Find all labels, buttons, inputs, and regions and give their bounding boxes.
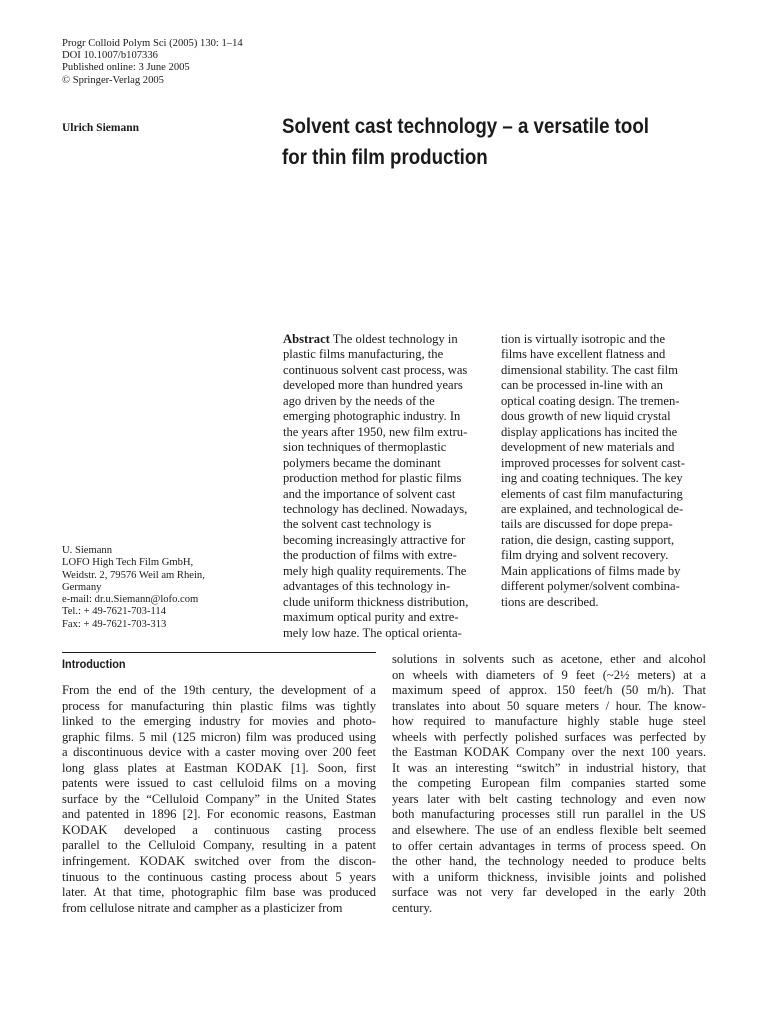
abstract-column-1	[283, 332, 489, 641]
abstract-line: dous growth of new liquid crystal	[501, 409, 671, 424]
body-text-line: the competing European film companies started some	[392, 776, 706, 791]
journal-metadata	[62, 38, 243, 87]
paper-title	[282, 111, 665, 173]
abstract-line: tails are discussed for dope prepa-	[501, 517, 673, 532]
abstract-line: ago driven by the needs of the	[283, 393, 435, 408]
abstract-line: are explained, and technological de-	[501, 501, 684, 516]
body-text-line: patents were issued to cast celluloid films on a moving	[62, 776, 376, 791]
body-text-line: the other hand, the technology needed to produce belts	[392, 854, 706, 869]
abstract-line: advantages of this technology in-	[283, 579, 451, 594]
abstract-line: improved processes for solvent cast-	[501, 455, 685, 470]
abstract-line: film drying and solvent recovery.	[501, 548, 669, 563]
abstract-line: Main applications of films made by	[501, 563, 681, 578]
abstract-line: optical coating design. The tremen-	[501, 393, 680, 408]
affiliation-line: U. Siemann	[62, 545, 113, 556]
abstract-line: becoming increasingly attractive for	[283, 532, 466, 547]
abstract-line: ration, die design, casting support,	[501, 532, 675, 547]
abstract-line: mely high quality requirements. The	[283, 563, 467, 578]
title-line: Solvent cast technology – a versatile tool	[282, 114, 649, 138]
body-text-line: and elsewhere. The use of an endless flexible belt seemed	[392, 823, 706, 838]
body-text-line: from cellulose nitrate and campher as a plasticizer from	[62, 900, 343, 915]
abstract-line: sion techniques of thermoplastic	[283, 440, 447, 455]
body-text-line: on wheels with diameters of 9 feet (~2½ meters) at a	[392, 667, 706, 682]
abstract-line: production method for plastic films	[283, 471, 462, 486]
body-text-line: and patented in 1896 [2]. For economic reasons, Eastman	[62, 807, 376, 822]
body-text-line: the Eastman KODAK Company over the next 100 years.	[392, 745, 706, 760]
introduction-column-right	[392, 652, 706, 916]
section-heading-introduction: Introduction	[62, 657, 126, 671]
abstract-line: tions are described.	[501, 594, 599, 609]
body-text-line: infringement. KODAK switched over from the discon-	[62, 854, 376, 869]
affiliation-line: Tel.: + 49-7621-703-114	[62, 606, 166, 618]
abstract-first-line	[283, 332, 489, 347]
body-text-line: translates into about 50 square meters / hour. The know-	[392, 698, 706, 713]
title-line: for thin film production	[282, 145, 488, 169]
body-text-line: parallel to the Celluloid Company, resulting in a patent	[62, 838, 376, 853]
body-text-line: century.	[392, 900, 433, 915]
author-affiliation	[62, 545, 205, 631]
body-text-line: process for manufacturing thin plastic films was tightly	[62, 698, 376, 713]
abstract-line: polymers became the dominant	[283, 455, 441, 470]
section-divider	[62, 652, 376, 653]
body-text-line: KODAK developed a continuous casting process	[62, 822, 376, 837]
abstract-line: display applications has incited the	[501, 424, 678, 439]
affiliation-line: Fax: + 49-7621-703-313	[62, 618, 167, 630]
abstract-line: the solvent cast technology is	[283, 517, 432, 532]
body-text-line: to offer certain advantages in terms of process speed. On	[392, 838, 706, 853]
doi-line: DOI 10.1007/b107336	[62, 50, 158, 62]
abstract-line: mely low haze. The optical orienta-	[283, 625, 462, 640]
body-text-line: solutions in solvents such as acetone, ether and alcohol	[392, 652, 706, 666]
body-text-line: graphic films. 5 mil (125 micron) film was produced using	[62, 729, 376, 744]
abstract-line: films have excellent flatness and	[501, 347, 666, 362]
abstract-line: emerging photographic industry. In	[283, 409, 461, 424]
body-text-line: how required to manufacture highly stable huge steel	[392, 714, 706, 729]
affiliation-line: Germany	[62, 581, 102, 593]
abstract-line: tion is virtually isotropic and the	[501, 332, 666, 346]
published-date: Published online: 3 June 2005	[62, 62, 190, 74]
affiliation-line: LOFO High Tech Film GmbH,	[62, 557, 194, 569]
body-text-line: It was an interesting “switch” in industrial history, that	[392, 760, 706, 775]
abstract-line: the production of films with extre-	[283, 548, 457, 563]
abstract-line: development of new materials and	[501, 440, 675, 455]
abstract-line: the years after 1950, new film extru-	[283, 424, 468, 439]
abstract-first-text: The oldest technology in	[329, 332, 458, 346]
abstract-line: dimensional stability. The cast film	[501, 362, 678, 377]
introduction-column-left	[62, 683, 376, 916]
body-text-line: a discontinuous device with a caster moving over 200 feet	[62, 745, 376, 760]
abstract-line: clude uniform thickness distribution,	[283, 594, 469, 609]
abstract-line: elements of cast film manufacturing	[501, 486, 683, 501]
body-text-line: later. At that time, photographic film base was produced	[62, 885, 376, 900]
abstract-line: can be processed in-line with an	[501, 378, 663, 393]
body-text-line: surface by the “Celluloid Company” in the United States	[62, 791, 376, 806]
abstract-line: technology has declined. Nowadays,	[283, 501, 468, 516]
abstract-line: maximum optical purity and extre-	[283, 610, 459, 625]
body-text-line: From the end of the 19th century, the development of a	[62, 683, 376, 697]
abstract-line: ing and coating techniques. The key	[501, 471, 683, 486]
affiliation-line: e-mail: dr.u.Siemann@lofo.com	[62, 594, 199, 606]
body-text-line: linked to the emerging industry for movies and photo-	[62, 714, 376, 729]
body-text-line: surface was not very far developed in the early 20th	[392, 885, 706, 900]
abstract-label: Abstract	[283, 332, 330, 346]
abstract-line: plastic films manufacturing, the	[283, 347, 444, 362]
abstract-line: developed more than hundred years	[283, 378, 463, 393]
body-text-line: maximum speed of approx. 150 feet/h (50 m/h). That	[392, 683, 706, 698]
body-text-line: with a uniform thickness, invisible joints and polished	[392, 869, 706, 884]
author-name: Ulrich Siemann	[62, 122, 139, 134]
abstract-line: continuous solvent cast process, was	[283, 362, 468, 377]
body-text-line: tinuous to the continuous casting process about 5 years	[62, 869, 376, 884]
abstract-line: different polymer/solvent combina-	[501, 579, 680, 594]
affiliation-line: Weidstr. 2, 79576 Weil am Rhein,	[62, 569, 205, 581]
body-text-line: years later with belt casting technology and even now	[392, 791, 706, 806]
body-text-line: both manufacturing processes still run parallel in the US	[392, 807, 706, 822]
abstract-line: and the importance of solvent cast	[283, 486, 456, 501]
body-text-line: wheels with perfectly polished surfaces was perfected by	[392, 729, 706, 744]
body-text-line: long glass plates at Eastman KODAK [1]. Soon, first	[62, 760, 376, 775]
copyright-line: © Springer-Verlag 2005	[62, 74, 164, 86]
journal-citation: Progr Colloid Polym Sci (2005) 130: 1–14	[62, 38, 243, 49]
abstract-column-2	[501, 332, 711, 610]
